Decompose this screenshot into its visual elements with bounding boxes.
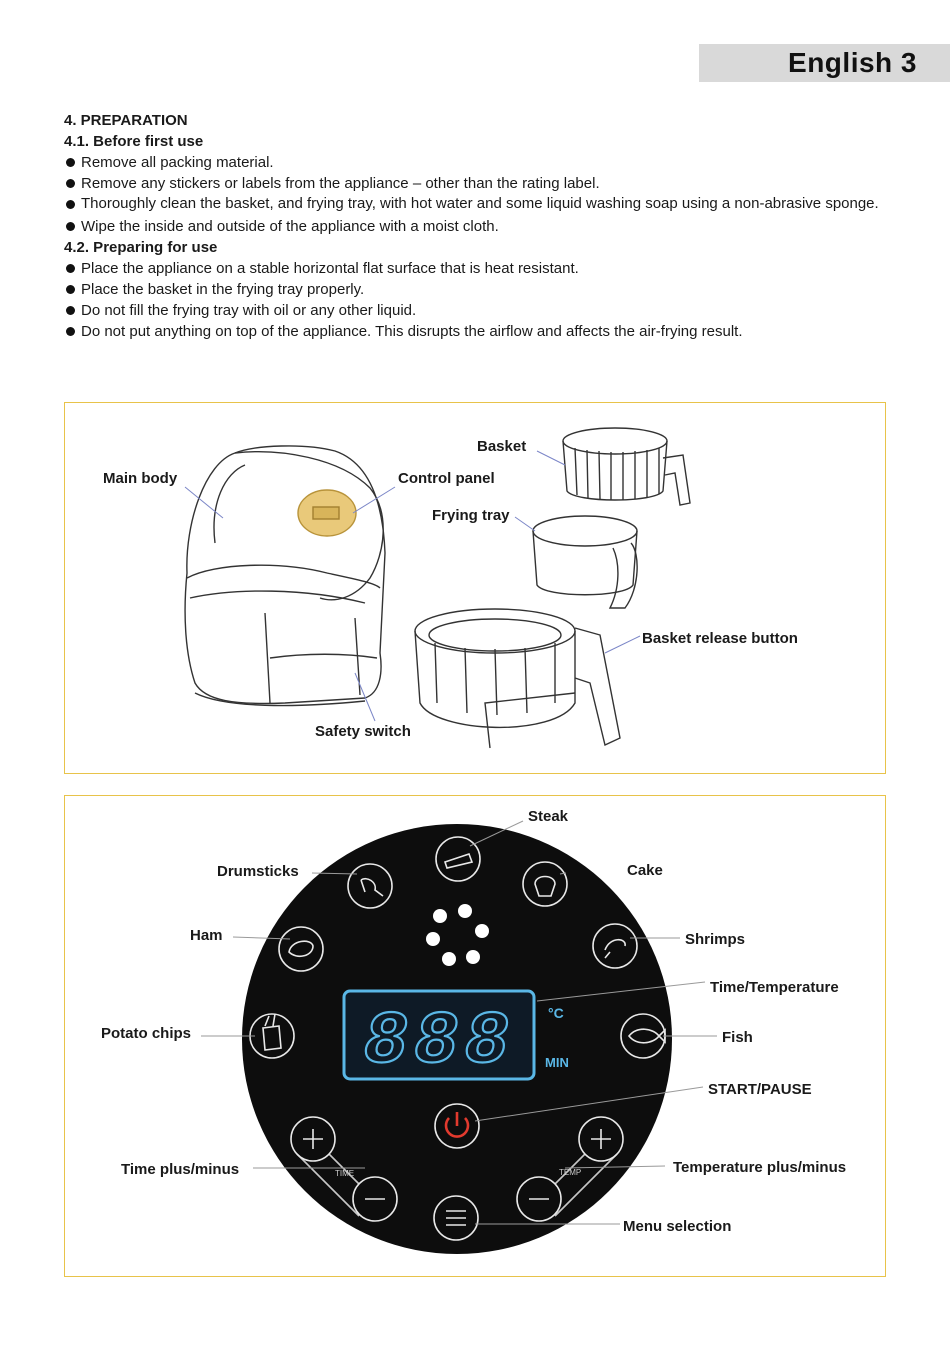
list-item: Place the appliance on a stable horizontal flat surface that is heat resistant.: [64, 258, 884, 279]
list-item: Do not fill the frying tray with oil or any other liquid.: [64, 300, 884, 321]
display-digits: 888: [363, 1001, 515, 1085]
label-safety-switch: Safety switch: [315, 723, 411, 740]
label-cake: Cake: [627, 862, 663, 879]
subsection-title-before-first-use: 4.1. Before first use: [64, 133, 204, 150]
label-steak: Steak: [528, 808, 569, 825]
label-drumsticks: Drumsticks: [217, 863, 299, 880]
basket-illustration: [563, 428, 690, 505]
page-number-title: English 3: [788, 47, 917, 78]
preparation-section: [64, 110, 884, 342]
label-time-plus-minus: Time plus/minus: [121, 1161, 240, 1178]
list-item: Do not put anything on top of the appliance. This disrupts the airflow and affects the air-frying result.: [64, 321, 884, 342]
label-temperature-plus-minus: Temperature plus/minus: [673, 1159, 847, 1176]
label-shrimps: Shrimps: [685, 931, 746, 948]
main-body-illustration: [185, 446, 385, 706]
label-start-pause: START/PAUSE: [708, 1081, 812, 1098]
label-menu-selection: Menu selection: [623, 1218, 732, 1235]
frying-tray-illustration: [533, 516, 637, 608]
section-title: 4. PREPARATION: [64, 112, 188, 129]
display-min: MIN: [545, 1055, 569, 1070]
page-header: [699, 44, 950, 82]
time-tag: TIME: [335, 1169, 355, 1178]
label-frying-tray: Frying tray: [432, 507, 510, 524]
list-item: Wipe the inside and outside of the appliance with a moist cloth.: [64, 216, 884, 237]
control-panel-illustration: [65, 796, 885, 1276]
list-item: Thoroughly clean the basket, and frying tray, with hot water and some liquid washing soap using a non-abrasive sponge.: [64, 194, 884, 213]
label-control-panel: Control panel: [398, 470, 495, 487]
label-main-body: Main body: [103, 470, 178, 487]
control-panel-figure: [64, 795, 886, 1277]
appliance-parts-illustration: [65, 403, 885, 773]
label-ham: Ham: [190, 927, 223, 944]
list-item: Remove any stickers or labels from the appliance – other than the rating label.: [64, 173, 884, 194]
list-item: Place the basket in the frying tray properly.: [64, 279, 884, 300]
label-fish: Fish: [722, 1029, 753, 1046]
label-basket-release-button: Basket release button: [642, 630, 798, 647]
list-item: Remove all packing material.: [64, 152, 884, 173]
basket-release-pan-illustration: [415, 609, 620, 748]
temp-tag: TEMP: [559, 1168, 582, 1177]
subsection-title-preparing-for-use: 4.2. Preparing for use: [64, 239, 218, 256]
display-celsius: °C: [548, 1005, 564, 1021]
label-time-temperature: Time/Temperature: [710, 979, 839, 996]
label-basket: Basket: [477, 438, 527, 455]
appliance-parts-figure: [64, 402, 886, 774]
label-potato-chips: Potato chips: [101, 1025, 192, 1042]
